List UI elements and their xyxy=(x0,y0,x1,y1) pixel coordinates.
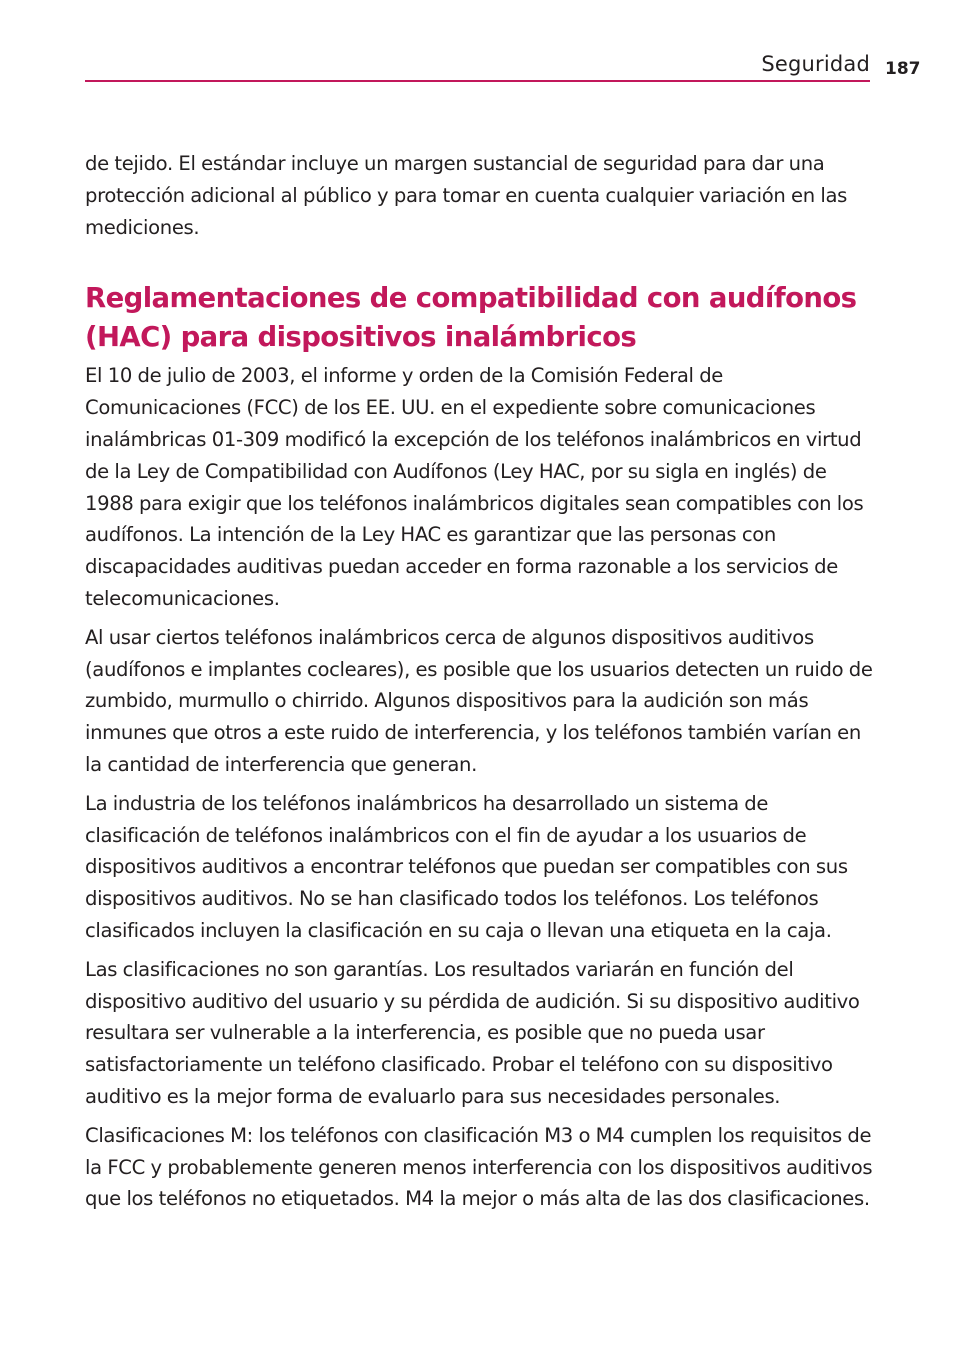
header-rule xyxy=(85,80,870,82)
page-body xyxy=(85,148,875,1222)
paragraph-guarantees: Las clasificaciones no son garantías. Los resultados variarán en función del dispositivo auditivo del usuario y su pérdida de audición. Si su dispositivo auditivo resultara ser vulnerable a la interferencia, es posible que no pueda usar satisfactoriamente un teléfono clasificado. Probar el teléfono con su dispositivo auditivo es la mejor forma de evaluarlo para sus necesidades personales. xyxy=(85,957,860,1108)
page-header xyxy=(85,48,870,82)
paragraph-fcc-order: El 10 de julio de 2003, el informe y orden de la Comisión Federal de Comunicaciones (FCC) de los EE. UU. en el expediente sobre comunicaciones inalámbricas 01-309 modificó la excepción de los teléfonos inalámbricos en virtud de la Ley de Compatibilidad con Audífonos (Ley HAC, por su sigla en inglés) de 1988 para exigir que los teléfonos inalámbricos digitales sean compatibles con los audífonos. La intención de la Ley HAC es garantizar que las personas con discapacidades auditivas puedan acceder en forma razonable a los servicios de telecomunicaciones. xyxy=(85,364,864,610)
paragraph-rating-system: La industria de los teléfonos inalámbricos ha desarrollado un sistema de clasificación de teléfonos inalámbricos con el fin de ayudar a los usuarios de dispositivos auditivos a encontrar teléfonos que puedan ser compatibles con sus dispositivos auditivos. No se han clasificado todos los teléfonos. Los teléfonos clasificados incluyen la clasificación en su caja o llevan una etiqueta en la caja. xyxy=(85,791,848,942)
paragraph-m-ratings: Clasificaciones M: los teléfonos con clasificación M3 o M4 cumplen los requisitos de la FCC y probablemente generen menos interferencia con los dispositivos auditivos que los teléfonos no etiquetados. M4 la mejor o más alta de las dos clasificaciones. xyxy=(85,1123,873,1211)
section-title: Reglamentaciones de compatibilidad con audífonos (HAC) para dispositivos inalámbricos xyxy=(85,282,857,353)
paragraph-interference: Al usar ciertos teléfonos inalámbricos cerca de algunos dispositivos auditivos (audífonos e implantes cocleares), es posible que los usuarios detecten un ruido de zumbido, murmullo o chirrido. Algunos dispositivos para la audición son más inmunes que otros a este ruido de interferencia, y los teléfonos también varían en la cantidad de interferencia que generan. xyxy=(85,625,873,776)
page-number: 187 xyxy=(885,59,921,79)
header-section-title: Seguridad xyxy=(761,52,870,76)
intro-paragraph: de tejido. El estándar incluye un margen sustancial de seguridad para dar una protección adicional al público y para tomar en cuenta cualquier variación en las mediciones. xyxy=(85,152,847,239)
